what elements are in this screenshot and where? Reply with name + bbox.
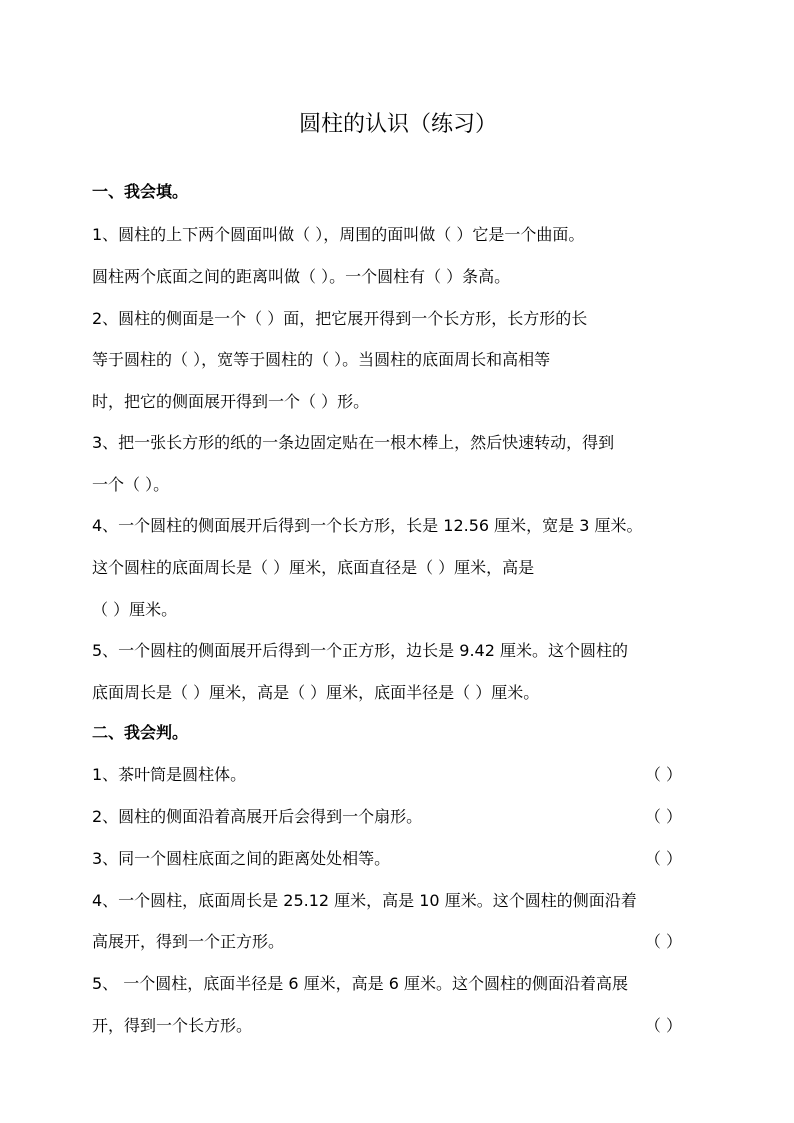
section-judge-heading: 二、我会判。 <box>92 723 189 742</box>
judge-item-text: 高展开，得到一个正方形。 <box>92 932 285 951</box>
judge-item-5b <box>92 1015 704 1037</box>
judge-answer-blank[interactable]: （ ） <box>644 807 682 826</box>
judge-item-text: 1、茶叶筒是圆柱体。 <box>92 765 247 784</box>
judge-answer-blank[interactable]: （ ） <box>644 765 682 784</box>
judge-item-5a <box>92 973 704 995</box>
judge-item-4b <box>92 931 704 953</box>
worksheet-page <box>92 0 704 1123</box>
judge-item-4a <box>92 890 704 912</box>
judge-answer-blank[interactable]: （ ） <box>644 849 682 868</box>
judge-answer-blank[interactable]: （ ） <box>644 1016 682 1035</box>
fill-line-3: 2、圆柱的侧面是一个（ ）面，把它展开得到一个长方形，长方形的长 <box>92 309 588 328</box>
fill-line-4: 等于圆柱的（ ），宽等于圆柱的（ ）。当圆柱的底面周长和高相等 <box>92 350 551 369</box>
judge-item-text: 开，得到一个长方形。 <box>92 1016 253 1035</box>
judge-item-text: 3、同一个圆柱底面之间的距离处处相等。 <box>92 849 391 868</box>
page-title: 圆柱的认识（练习） <box>298 112 497 137</box>
fill-line-7: 一个（ ）。 <box>92 475 170 494</box>
fill-line-5: 时，把它的侧面展开得到一个（ ）形。 <box>92 392 370 411</box>
judge-item-3 <box>92 848 704 870</box>
judge-item-text: 5、 一个圆柱，底面半径是 6 厘米，高是 6 厘米。这个圆柱的侧面沿着高展 <box>92 974 628 993</box>
fill-line-10: （ ）厘米。 <box>92 600 178 619</box>
judge-item-2 <box>92 806 704 828</box>
judge-answer-blank <box>682 890 704 912</box>
fill-line-6: 3、把一张长方形的纸的一条边固定贴在一根木棒上，然后快速转动，得到 <box>92 433 615 452</box>
fill-line-11: 5、一个圆柱的侧面展开后得到一个正方形，边长是 9.42 厘米。这个圆柱的 <box>92 641 628 660</box>
fill-line-1: 1、圆柱的上下两个圆面叫做（ ），周围的面叫做（ ）它是一个曲面。 <box>92 225 585 244</box>
fill-line-2: 圆柱两个底面之间的距离叫做（ ）。一个圆柱有（ ）条高。 <box>92 267 511 286</box>
judge-item-text: 2、圆柱的侧面沿着高展开后会得到一个扇形。 <box>92 807 423 826</box>
section-fill-heading: 一、我会填。 <box>92 182 189 201</box>
fill-line-9: 这个圆柱的底面周长是（ ）厘米，底面直径是（ ）厘米，高是 <box>92 558 535 577</box>
fill-line-12: 底面周长是（ ）厘米，高是（ ）厘米，底面半径是（ ）厘米。 <box>92 683 540 702</box>
fill-line-8: 4、一个圆柱的侧面展开后得到一个长方形，长是 12.56 厘米，宽是 3 厘米。 <box>92 516 643 535</box>
judge-item-1 <box>92 764 704 786</box>
judge-answer-blank <box>682 973 704 995</box>
judge-answer-blank[interactable]: （ ） <box>644 932 682 951</box>
judge-item-text: 4、一个圆柱，底面周长是 25.12 厘米，高是 10 厘米。这个圆柱的侧面沿着 <box>92 891 637 910</box>
